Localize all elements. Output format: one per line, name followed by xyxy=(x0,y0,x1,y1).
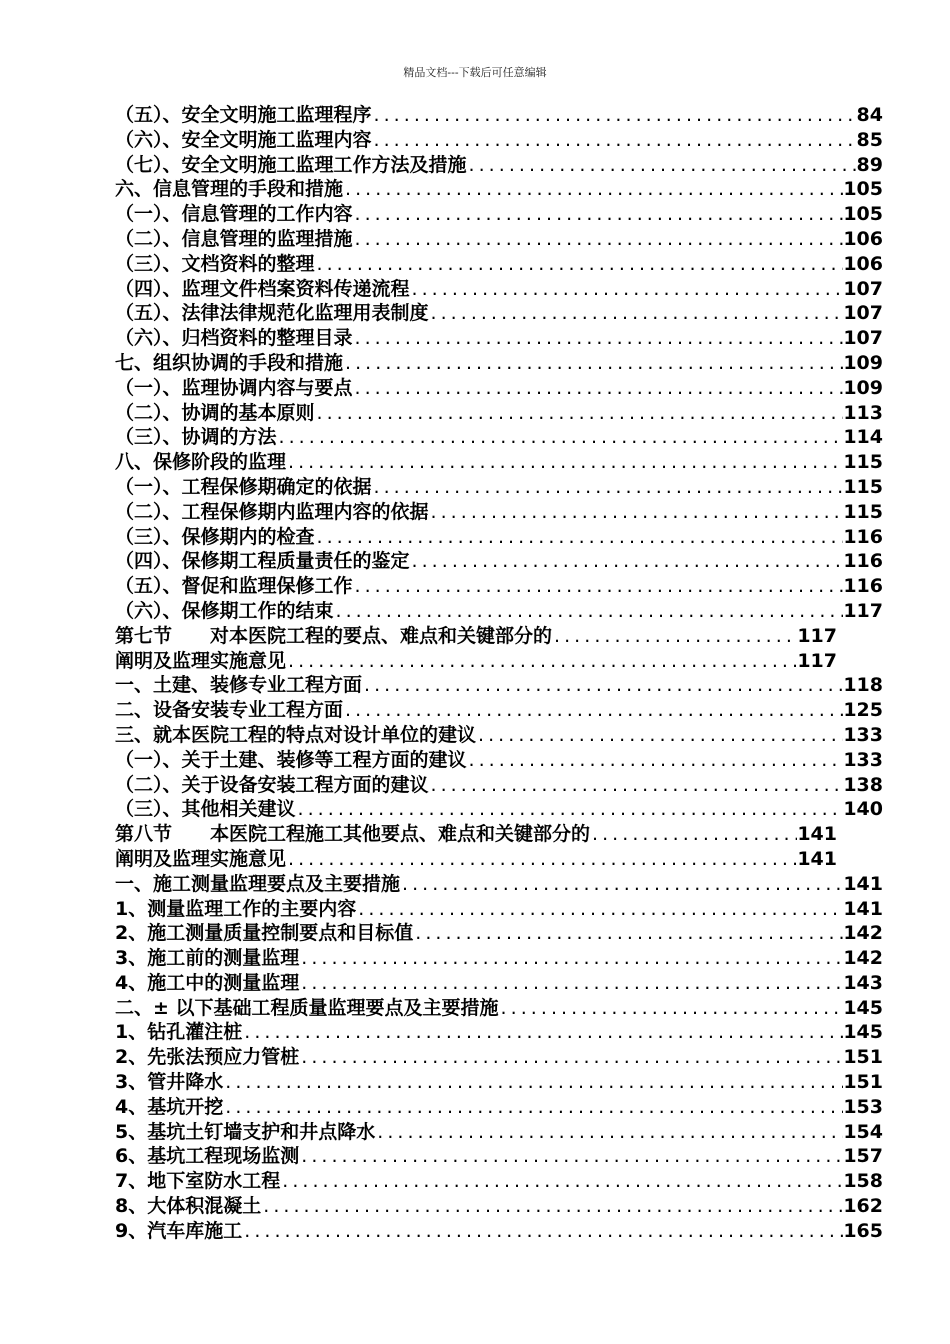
toc-leader-dots xyxy=(353,203,844,225)
toc-entry-page-number: 105 xyxy=(843,203,883,226)
toc-leader-dots xyxy=(499,997,844,1019)
toc-entry-page-number: 106 xyxy=(843,227,883,250)
toc-leader-dots xyxy=(280,1170,843,1192)
toc-entry-page-number: 133 xyxy=(843,723,883,746)
toc-leader-dots xyxy=(410,550,844,572)
toc-entry[interactable] xyxy=(115,472,883,497)
toc-leader-dots xyxy=(315,253,844,275)
toc-entry[interactable] xyxy=(115,174,883,199)
toc-entry[interactable] xyxy=(115,869,883,894)
toc-entry-page-number: 145 xyxy=(843,1021,883,1044)
toc-entry-page-number: 154 xyxy=(843,1120,883,1143)
toc-entry-label: （四）、监理文件档案资料传递流程 xyxy=(115,277,410,300)
toc-leader-dots xyxy=(296,798,844,820)
toc-entry-page-number: 141 xyxy=(797,847,837,870)
toc-entry-label: 阐明及监理实施意见 xyxy=(115,847,287,870)
toc-entry-page-number: 85 xyxy=(856,128,883,151)
toc-entry-label: 4、施工中的测量监理 xyxy=(115,971,300,994)
toc-entry-label: 二、± 以下基础工程质量监理要点及主要措施 xyxy=(115,996,499,1019)
toc-leader-dots xyxy=(429,302,844,324)
toc-leader-dots xyxy=(343,178,843,200)
toc-entry[interactable] xyxy=(115,1092,883,1117)
toc-entry[interactable] xyxy=(115,720,883,745)
toc-entry-label: （二）、信息管理的监理措施 xyxy=(115,227,353,250)
toc-entry[interactable] xyxy=(115,274,883,299)
toc-entry-page-number: 151 xyxy=(843,1071,883,1094)
toc-entry-page-number: 142 xyxy=(843,922,883,945)
toc-entry-page-number: 157 xyxy=(843,1145,883,1168)
toc-leader-dots xyxy=(277,426,844,448)
toc-entry[interactable] xyxy=(115,1141,883,1166)
toc-entry-page-number: 142 xyxy=(843,947,883,970)
toc-leader-dots xyxy=(334,600,844,622)
toc-entry-label: 第八节 本医院工程施工其他要点、难点和关键部分的 xyxy=(115,823,591,846)
toc-entry[interactable] xyxy=(115,150,883,175)
toc-leader-dots xyxy=(286,650,797,672)
toc-entry[interactable] xyxy=(115,844,837,869)
toc-leader-dots xyxy=(429,501,844,523)
toc-entry[interactable] xyxy=(115,398,883,423)
toc-entry-page-number: 115 xyxy=(843,475,883,498)
toc-entry-page-number: 113 xyxy=(843,401,883,424)
toc-entry[interactable] xyxy=(115,348,883,373)
toc-entry-page-number: 153 xyxy=(843,1095,883,1118)
toc-leader-dots xyxy=(299,947,843,969)
toc-entry-page-number: 165 xyxy=(843,1219,883,1242)
toc-leader-dots xyxy=(261,1195,843,1217)
toc-entry[interactable] xyxy=(115,373,883,398)
toc-leader-dots xyxy=(476,724,843,746)
toc-entry-label: （三）、文档资料的整理 xyxy=(115,252,315,275)
toc-leader-dots xyxy=(372,476,844,498)
page-header: 精品文档---下载后可任意编辑 xyxy=(403,66,547,79)
toc-entry-label: 七、组织协调的手段和措施 xyxy=(115,351,344,374)
toc-entry-label: （一）、信息管理的工作内容 xyxy=(115,203,353,226)
toc-leader-dots xyxy=(343,699,843,721)
toc-entry-label: 第七节 对本医院工程的要点、难点和关键部分的 xyxy=(115,624,553,647)
toc-entry-label: （一）、关于土建、装修等工程方面的建议 xyxy=(115,748,467,771)
toc-entry-label: 一、土建、装修专业工程方面 xyxy=(115,674,363,697)
toc-entry-label: 1、钻孔灌注桩 xyxy=(115,1021,243,1044)
toc-leader-dots xyxy=(242,1220,843,1242)
toc-entry[interactable] xyxy=(115,695,883,720)
toc-leader-dots xyxy=(590,823,797,845)
toc-entry-page-number: 115 xyxy=(843,451,883,474)
toc-leader-dots xyxy=(353,228,844,250)
toc-entry[interactable] xyxy=(115,125,883,150)
toc-leader-dots xyxy=(413,922,843,944)
toc-entry[interactable] xyxy=(115,819,837,844)
toc-entry-page-number: 116 xyxy=(843,525,883,548)
toc-entry-label: （七）、安全文明施工监理工作方法及措施 xyxy=(115,153,467,176)
toc-entry-page-number: 118 xyxy=(843,674,883,697)
toc-leader-dots xyxy=(467,154,857,176)
toc-entry[interactable] xyxy=(115,447,883,472)
toc-entry-page-number: 117 xyxy=(843,599,883,622)
toc-entry[interactable] xyxy=(115,249,883,274)
toc-leader-dots xyxy=(429,774,844,796)
toc-entry-label: （二）、关于设备安装工程方面的建议 xyxy=(115,773,429,796)
toc-entry-label: 6、基坑工程现场监测 xyxy=(115,1145,300,1168)
toc-entry-label: 1、测量监理工作的主要内容 xyxy=(115,897,357,920)
toc-entry-label: 4、基坑开挖 xyxy=(115,1095,224,1118)
toc-entry-page-number: 117 xyxy=(797,649,837,672)
toc-entry-page-number: 145 xyxy=(843,996,883,1019)
toc-entry[interactable] xyxy=(115,596,883,621)
toc-entry[interactable] xyxy=(115,745,883,770)
toc-entry-label: （一）、监理协调内容与要点 xyxy=(115,376,353,399)
toc-entry-label: （三）、其他相关建议 xyxy=(115,798,296,821)
toc-entry-label: （六）、安全文明施工监理内容 xyxy=(115,128,372,151)
toc-leader-dots xyxy=(242,1021,843,1043)
toc-entry[interactable] xyxy=(115,522,883,547)
toc-entry[interactable] xyxy=(115,1017,883,1042)
toc-entry-page-number: 109 xyxy=(843,351,883,374)
toc-entry[interactable] xyxy=(115,298,883,323)
toc-entry-page-number: 162 xyxy=(843,1195,883,1218)
toc-entry-page-number: 141 xyxy=(843,897,883,920)
toc-leader-dots xyxy=(343,352,843,374)
toc-entry-page-number: 107 xyxy=(843,327,883,350)
toc-leader-dots xyxy=(286,451,843,473)
toc-entry[interactable] xyxy=(115,199,883,224)
toc-entry[interactable] xyxy=(115,224,883,249)
toc-entry[interactable] xyxy=(115,1166,883,1191)
toc-entry-page-number: 125 xyxy=(843,699,883,722)
toc-entry-label: 3、管井降水 xyxy=(115,1071,224,1094)
toc-entry-page-number: 107 xyxy=(843,302,883,325)
toc-leader-dots xyxy=(467,749,844,771)
toc-entry[interactable] xyxy=(115,646,837,671)
toc-entry-label: 5、基坑土钉墙支护和井点降水 xyxy=(115,1120,376,1143)
toc-entry-label: 7、地下室防水工程 xyxy=(115,1170,281,1193)
toc-entry[interactable] xyxy=(115,100,883,125)
toc-entry-label: 八、保修阶段的监理 xyxy=(115,451,287,474)
toc-entry[interactable] xyxy=(115,894,883,919)
toc-entry[interactable] xyxy=(115,1067,883,1092)
toc-entry-page-number: 115 xyxy=(843,500,883,523)
toc-entry[interactable] xyxy=(115,670,883,695)
table-of-contents xyxy=(115,100,883,1241)
toc-entry-label: （五）、法律法律规范化监理用表制度 xyxy=(115,302,429,325)
toc-leader-dots xyxy=(353,575,844,597)
toc-entry-label: 2、施工测量质量控制要点和目标值 xyxy=(115,922,414,945)
toc-entry-page-number: 116 xyxy=(843,550,883,573)
toc-entry-label: （六）、归档资料的整理目录 xyxy=(115,327,353,350)
toc-entry-page-number: 138 xyxy=(843,773,883,796)
toc-entry-label: （三）、协调的方法 xyxy=(115,426,277,449)
toc-leader-dots xyxy=(356,898,843,920)
toc-leader-dots xyxy=(372,104,857,126)
toc-leader-dots xyxy=(299,972,843,994)
toc-leader-dots xyxy=(286,848,797,870)
toc-entry[interactable] xyxy=(115,794,883,819)
toc-leader-dots xyxy=(362,674,843,696)
toc-entry-label: （六）、保修期工作的结束 xyxy=(115,599,334,622)
toc-entry-label: （五）、安全文明施工监理程序 xyxy=(115,104,372,126)
toc-entry[interactable] xyxy=(115,546,883,571)
toc-entry[interactable] xyxy=(115,993,883,1018)
toc-entry-label: 六、信息管理的手段和措施 xyxy=(115,178,344,201)
toc-entry[interactable] xyxy=(115,968,883,993)
toc-entry-label: （二）、协调的基本原则 xyxy=(115,401,315,424)
toc-entry-page-number: 151 xyxy=(843,1046,883,1069)
toc-entry-label: （四）、保修期工程质量责任的鉴定 xyxy=(115,550,410,573)
toc-entry-label: 2、先张法预应力管桩 xyxy=(115,1046,300,1069)
toc-entry-label: （五）、督促和监理保修工作 xyxy=(115,575,353,598)
toc-entry-page-number: 143 xyxy=(843,971,883,994)
toc-entry-label: 一、施工测量监理要点及主要措施 xyxy=(115,872,401,895)
toc-entry-label: 阐明及监理实施意见 xyxy=(115,649,287,672)
toc-entry-label: 9、汽车库施工 xyxy=(115,1219,243,1242)
toc-entry[interactable] xyxy=(115,323,883,348)
toc-entry[interactable] xyxy=(115,770,883,795)
toc-leader-dots xyxy=(375,1121,843,1143)
toc-entry-label: 8、大体积混凝土 xyxy=(115,1195,262,1218)
toc-entry-page-number: 158 xyxy=(843,1170,883,1193)
toc-entry[interactable] xyxy=(115,497,883,522)
toc-entry-label: （一）、工程保修期确定的依据 xyxy=(115,475,372,498)
toc-leader-dots xyxy=(410,278,844,300)
toc-entry[interactable] xyxy=(115,1117,883,1142)
toc-leader-dots xyxy=(299,1145,843,1167)
toc-entry-label: （二）、工程保修期内监理内容的依据 xyxy=(115,500,429,523)
toc-entry-label: 3、施工前的测量监理 xyxy=(115,947,300,970)
toc-entry[interactable] xyxy=(115,1216,883,1241)
toc-entry[interactable] xyxy=(115,422,883,447)
toc-entry-page-number: 106 xyxy=(843,252,883,275)
toc-entry-page-number: 109 xyxy=(843,376,883,399)
toc-entry-label: （三）、保修期内的检查 xyxy=(115,525,315,548)
toc-entry-label: 二、设备安装专业工程方面 xyxy=(115,699,344,722)
toc-entry-page-number: 116 xyxy=(843,575,883,598)
toc-entry[interactable] xyxy=(115,1042,883,1067)
toc-entry-page-number: 133 xyxy=(843,748,883,771)
toc-leader-dots xyxy=(353,377,844,399)
toc-entry-page-number: 84 xyxy=(856,104,883,126)
toc-leader-dots xyxy=(299,1046,843,1068)
toc-entry-page-number: 141 xyxy=(843,872,883,895)
toc-entry[interactable] xyxy=(115,1191,883,1216)
toc-leader-dots xyxy=(372,129,857,151)
toc-entry[interactable] xyxy=(115,571,883,596)
toc-entry-page-number: 117 xyxy=(797,624,837,647)
toc-entry[interactable] xyxy=(115,918,883,943)
toc-leader-dots xyxy=(315,402,844,424)
toc-leader-dots xyxy=(353,327,844,349)
toc-leader-dots xyxy=(315,526,844,548)
toc-leader-dots xyxy=(223,1096,843,1118)
toc-entry-page-number: 140 xyxy=(843,798,883,821)
toc-entry[interactable] xyxy=(115,621,837,646)
toc-entry-label: 三、就本医院工程的特点对设计单位的建议 xyxy=(115,723,477,746)
toc-entry[interactable] xyxy=(115,943,883,968)
toc-leader-dots xyxy=(400,873,843,895)
toc-entry-page-number: 141 xyxy=(797,823,837,846)
toc-leader-dots xyxy=(552,625,797,647)
toc-entry-page-number: 105 xyxy=(843,178,883,201)
toc-entry-page-number: 89 xyxy=(856,153,883,176)
toc-entry-page-number: 114 xyxy=(843,426,883,449)
toc-entry-page-number: 107 xyxy=(843,277,883,300)
toc-leader-dots xyxy=(223,1071,843,1093)
